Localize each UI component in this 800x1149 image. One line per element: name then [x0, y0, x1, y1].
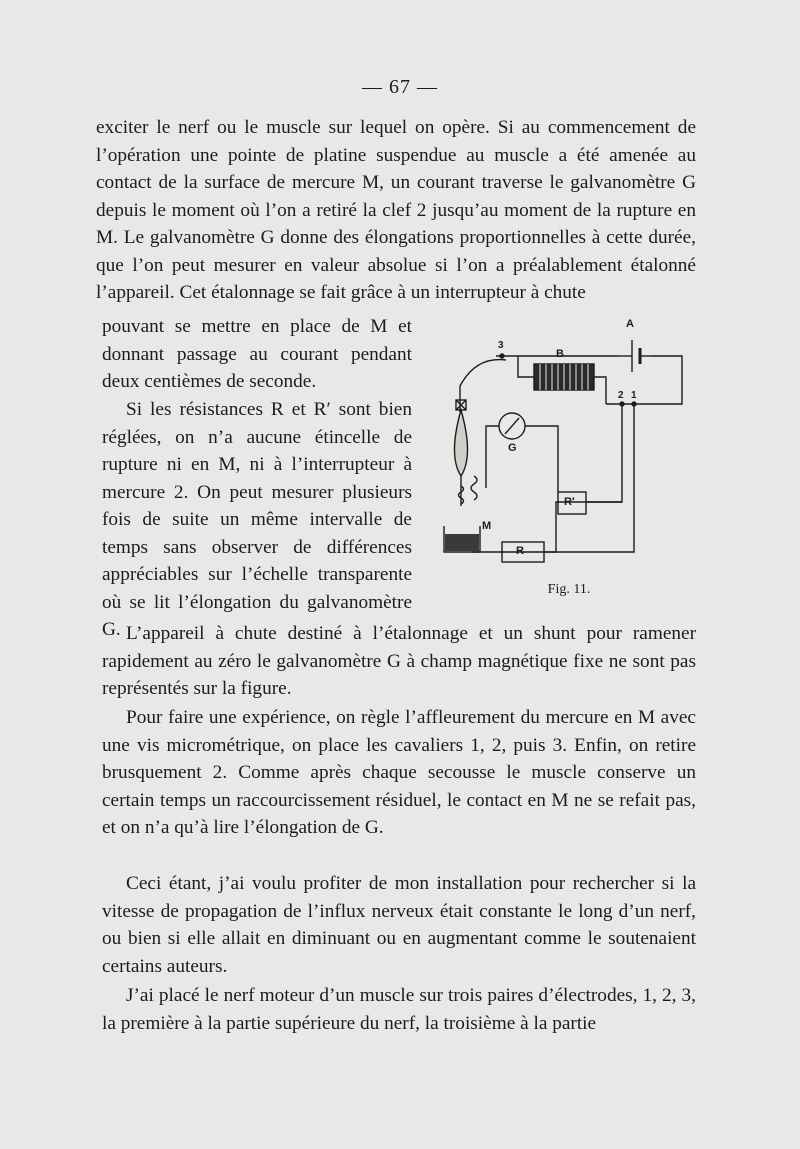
label-m: M: [482, 520, 492, 532]
label-b: B: [556, 348, 564, 360]
label-r: R: [516, 545, 524, 557]
paragraph-3: L’appareil à chute destiné à l’étalonnage et un shunt pour ramener rapidement au zéro le galvanomètre G à champ magnétique fixe ne sont pas représentés sur la figure.: [102, 623, 696, 699]
page-number: — 67 —: [362, 76, 438, 98]
paragraph-1-wrapped: pouvant se mettre en place de M et donnant passage au courant pendant deux centièmes de seconde.: [102, 316, 412, 392]
label-key-2: 2: [618, 390, 624, 401]
paragraph-4: Pour faire une expérience, on règle l’affleurement du mercure en M avec une vis micrométrique, on place les cavaliers 1, 2, puis 3. Enfin, on retire brusquement 2. Comme après chaque secousse le muscle conserve un certain temps un raccourcissement résiduel, le contact en M ne se refait pas, et on n’a qu’à lire l’élongation de G.: [102, 707, 696, 838]
circuit-diagram: [436, 316, 696, 576]
paragraph-6: J’ai placé le nerf moteur d’un muscle sur trois paires d’électrodes, 1, 2, 3, la première à la partie supérieure du nerf, la troisième à la partie: [102, 985, 696, 1034]
label-key-1: 1: [631, 390, 637, 401]
paragraph-1: exciter le nerf ou le muscle sur lequel on opère. Si au commencement de l’opération une pointe de platine suspendue au muscle a été amenée au contact de la surface de mercure M, un courant traverse le galvanomètre G depuis le moment où l’on a retiré la clef 2 jusqu’au moment de la rupture en M. Le galvanomètre G donne des élongations proportionnelles à cette durée, que l’on peut mesurer en valeur absolue si l’on a préalablement étalonné l’appareil. Cet étalonnage se fait grâce à un interrupteur à chute: [96, 117, 696, 303]
paragraph-5: Ceci étant, j’ai voulu profiter de mon installation pour rechercher si la vitesse de propagation de l’influx nerveux était constante le long d’un nerf, ou bien si elle allait en diminuant ou en augmentant comme le soutenaient certains auteurs.: [102, 873, 696, 977]
label-a: A: [626, 318, 634, 330]
label-key-3: 3: [498, 340, 504, 351]
label-g: G: [508, 442, 517, 454]
figure-11: [436, 316, 696, 606]
paragraph-2: Si les résistances R et R′ sont bien réglées, on n’a aucune étincelle de rupture ni en M, ni à l’interrupteur à mercure 2. On peut mesurer plusieurs fois de suite un même intervalle de temps sans observer de différences appréciables sur l’échelle transparente où se lit l’élongation du galvanomètre G.: [102, 399, 412, 640]
label-r-prime: R′: [564, 496, 575, 508]
figure-caption: Fig. 11.: [547, 582, 591, 597]
